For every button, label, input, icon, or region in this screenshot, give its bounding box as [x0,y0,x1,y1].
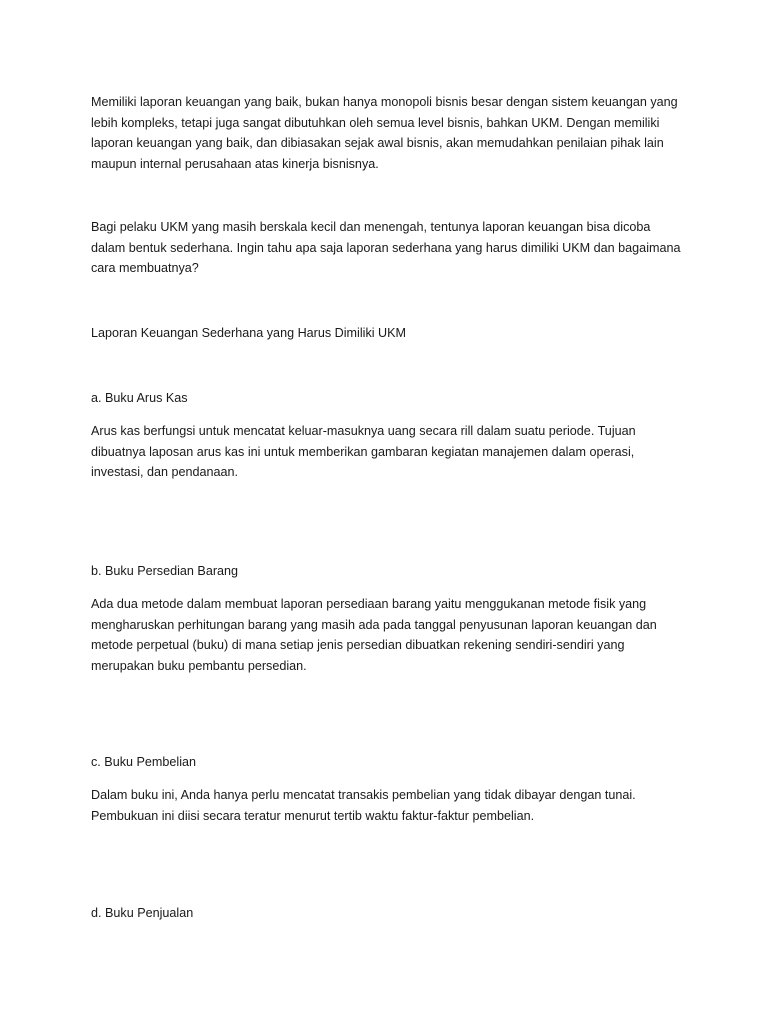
intro-paragraph-1: Memiliki laporan keuangan yang baik, bukan hanya monopoli bisnis besar dengan sistem keuangan yang lebih kompleks, tetapi juga sangat dibutuhkan oleh semua level bisnis, bahkan UKM. Dengan memiliki laporan keuangan yang baik, dan dibiasakan sejak awal bisnis, akan memudahkan penilaian pihak lain maupun internal perusahaan atas kinerja bisnisnya. [91,95,678,171]
section-b-body: Ada dua metode dalam membuat laporan persediaan barang yaitu menggukanan metode fisik yang mengharuskan perhitungan barang yang masih ada pada tanggal penyusunan laporan keuangan dan metode perpetual (buku) di mana setiap jenis persedian dibuatkan rekening sendiri-sendiri yang merupakan buku pembantu persedian. [91,597,657,673]
section-d-heading: d. Buku Penjualan [91,906,194,920]
section-a-body: Arus kas berfungsi untuk mencatat keluar-masuknya uang secara rill dalam suatu periode. Tujuan dibuatnya laposan arus kas ini untuk memberikan gambaran kegiatan manajemen dalam operasi, investasi, dan pendanaan. [91,424,636,480]
section-c-heading: c. Buku Pembelian [91,755,197,769]
section-c-body: Dalam buku ini, Anda hanya perlu mencatat transakis pembelian yang tidak dibayar dengan tunai. Pembukuan ini diisi secara teratur menurut tertib waktu faktur-faktur pembelian. [91,788,636,823]
intro-paragraph-2: Bagi pelaku UKM yang masih berskala kecil dan menengah, tentunya laporan keuangan bisa dicoba dalam bentuk sederhana. Ingin tahu apa saja laporan sederhana yang harus dimiliki UKM dan bagaimana cara membuatnya? [91,220,681,276]
section-title: Laporan Keuangan Sederhana yang Harus Dimiliki UKM [91,326,407,340]
section-a-heading: a. Buku Arus Kas [91,391,188,405]
section-b-heading: b. Buku Persedian Barang [91,564,239,578]
